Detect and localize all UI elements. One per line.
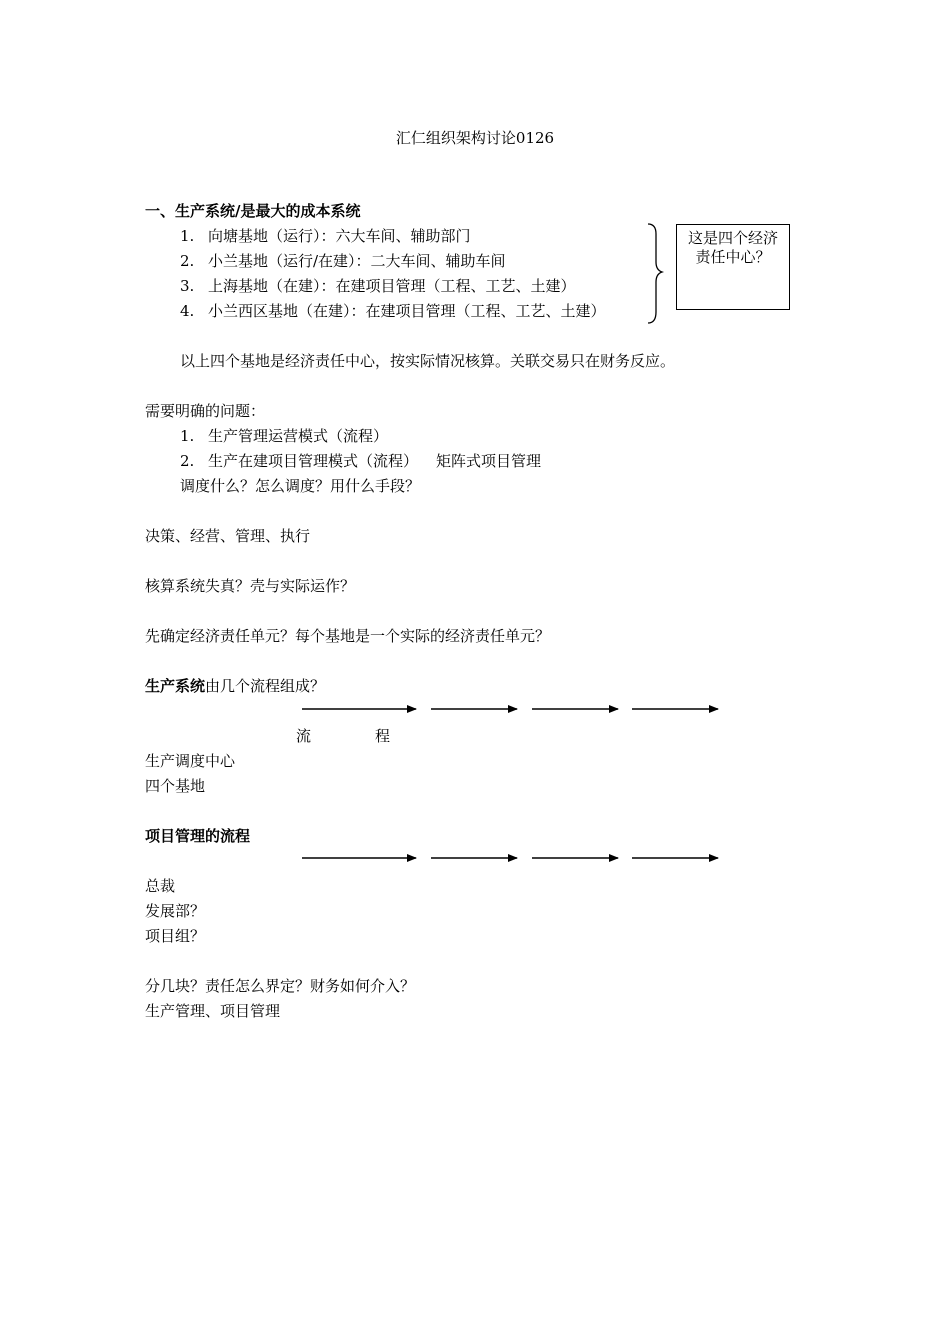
item-text: 上海基地（在建）：在建项目管理（工程、工艺、土建） [208, 277, 576, 295]
flow1-heading-bold: 生产系统 [145, 677, 206, 695]
item-number: 1. [180, 227, 195, 245]
flow2-heading: 项目管理的流程 [145, 827, 251, 845]
section-heading-production: 一、生产系统/是最大的成本系统 [145, 202, 361, 220]
item-text: 小兰西区基地（在建）：在建项目管理（工程、工艺、土建） [208, 302, 606, 320]
callout-box [676, 224, 790, 310]
item-number: 4. [180, 302, 195, 320]
item-number: 2. [180, 452, 195, 470]
right-brace-icon [648, 224, 662, 323]
list-item [180, 426, 388, 446]
page-title: 汇仁组织架构讨论0126 [395, 129, 555, 147]
item-text: 生产在建项目管理模式（流程） [208, 452, 419, 470]
list-item [180, 451, 541, 471]
paragraph-decision: 决策、经营、管理、执行 [145, 527, 311, 545]
flow2-line: 发展部？ [145, 902, 206, 920]
callout-text: 这是四个经济责任中心？ [687, 229, 778, 266]
flow-label-a: 流 [296, 727, 312, 745]
paragraph-responsibility-unit: 先确定经济责任单元？每个基地是一个实际的经济责任单元？ [145, 627, 551, 645]
flow-label-b: 程 [375, 727, 391, 745]
questions-heading: 需要明确的问题： [145, 402, 266, 420]
item-extra: 矩阵式项目管理 [436, 452, 542, 470]
paragraph-accounting: 核算系统失真？壳与实际运作？ [145, 577, 356, 595]
flow1-heading-rest: 由几个流程组成？ [205, 677, 326, 695]
questions-followup: 调度什么？怎么调度？用什么手段？ [180, 477, 421, 495]
list-item [180, 226, 471, 246]
flow1-heading [145, 676, 325, 696]
list-item [180, 301, 606, 321]
list-item [180, 251, 506, 271]
item-text: 生产管理运营模式（流程） [208, 427, 389, 445]
item-number: 3. [180, 277, 195, 295]
summary-paragraph: 以上四个基地是经济责任中心，按实际情况核算。关联交易只在财务反应。 [180, 352, 676, 370]
flow1-line: 四个基地 [145, 777, 206, 795]
closing-line-1: 分几块？责任怎么界定？财务如何介入？ [145, 977, 416, 995]
item-text: 向塘基地（运行）：六大车间、辅助部门 [208, 227, 471, 245]
closing-line-2: 生产管理、项目管理 [145, 1002, 281, 1020]
list-item [180, 276, 576, 296]
flow2-line: 总裁 [145, 877, 176, 895]
item-number: 1. [180, 427, 195, 445]
item-number: 2. [180, 252, 195, 270]
flow2-line: 项目组？ [145, 927, 206, 945]
item-text: 小兰基地（运行/在建）：二大车间、辅助车间 [208, 252, 506, 270]
flow1-line: 生产调度中心 [145, 752, 236, 770]
